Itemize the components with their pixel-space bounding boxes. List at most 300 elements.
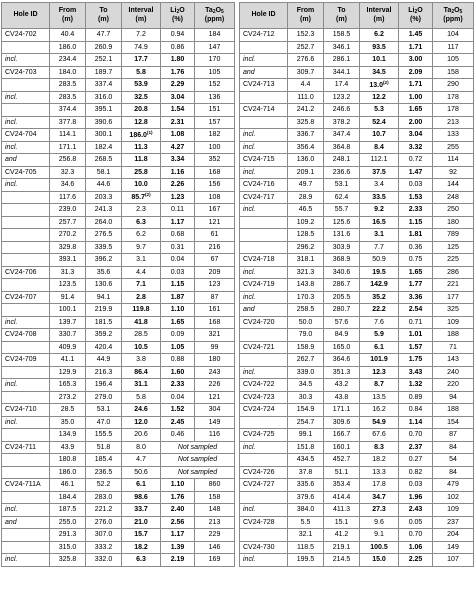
ta2o5-cell: 290: [433, 79, 474, 92]
table-row: [240, 366, 474, 379]
interval-cell: 41.8: [122, 316, 161, 329]
ta2o5-cell: 121: [195, 391, 235, 404]
table-row: [2, 141, 235, 154]
ta2o5-cell: 108: [195, 191, 235, 204]
from-cell: 32.3: [50, 166, 86, 179]
from-cell: 339.0: [288, 366, 324, 379]
li2o-cell: 0.09: [161, 329, 195, 342]
interval-cell: 7.6: [360, 316, 399, 329]
ta2o5-cell: 156: [195, 179, 235, 192]
from-cell: 37.8: [288, 466, 324, 479]
to-cell: 15.1: [324, 516, 360, 529]
table-row: [2, 41, 235, 54]
li2o-cell: 0.03: [161, 266, 195, 279]
from-cell: 158.9: [288, 341, 324, 354]
ta2o5-cell: 169: [195, 554, 235, 567]
ta2o5-cell: 177: [433, 291, 474, 304]
to-cell: 268.5: [86, 154, 122, 167]
table-row: [2, 529, 235, 542]
hole-id-cell: and: [2, 154, 50, 167]
from-cell: 329.8: [50, 241, 86, 254]
table-row: [2, 54, 235, 67]
to-cell: 166.7: [324, 429, 360, 442]
interval-cell: 112.1: [360, 154, 399, 167]
table-row: [240, 166, 474, 179]
from-cell: 270.2: [50, 229, 86, 242]
to-cell: 286.7: [324, 279, 360, 292]
li2o-cell: 2.31: [161, 116, 195, 129]
interval-cell: 100.5: [360, 541, 399, 554]
li2o-cell: 4.27: [161, 141, 195, 154]
to-cell: 337.4: [86, 79, 122, 92]
interval-cell: 5.8: [122, 66, 161, 79]
interval-cell: 18.2: [360, 454, 399, 467]
hole-id-cell: incl.: [240, 54, 288, 67]
ta2o5-cell: 100: [195, 141, 235, 154]
header-interval: Interval (m): [360, 3, 399, 29]
ta2o5-cell: 149: [195, 416, 235, 429]
table-row: [2, 166, 235, 179]
from-cell: 256.8: [50, 154, 86, 167]
ta2o5-cell: 221: [433, 279, 474, 292]
hole-id-cell: CV24-715: [240, 154, 288, 167]
to-cell: 396.2: [86, 254, 122, 267]
hole-id-cell: CV24-707: [2, 291, 50, 304]
ta2o5-cell: 182: [195, 129, 235, 142]
table-row: [240, 229, 474, 242]
from-cell: 99.1: [288, 429, 324, 442]
ta2o5-cell: 255: [433, 141, 474, 154]
ta2o5-cell: 204: [433, 529, 474, 542]
table-row: [2, 329, 235, 342]
from-cell: 118.5: [288, 541, 324, 554]
ta2o5-cell: 105: [195, 66, 235, 79]
li2o-cell: 1.81: [399, 229, 433, 242]
li2o-cell: 1.23: [161, 191, 195, 204]
li2o-cell: 1.53: [399, 191, 433, 204]
interval-cell: 6.2: [360, 29, 399, 42]
li2o-cell: 1.75: [399, 354, 433, 367]
to-cell: 125.6: [324, 216, 360, 229]
li2o-cell: 0.72: [399, 154, 433, 167]
li2o-cell: 2.25: [399, 554, 433, 567]
interval-cell: 52.4: [360, 116, 399, 129]
to-cell: 52.2: [86, 479, 122, 492]
not-sampled-cell: Not sampled: [161, 441, 235, 454]
ta2o5-cell: 143: [433, 354, 474, 367]
hole-id-cell: CV24-708: [2, 329, 50, 342]
to-cell: 395.1: [86, 104, 122, 117]
hole-id-cell: [240, 491, 288, 504]
ta2o5-cell: 184: [195, 29, 235, 42]
interval-cell: 21.0: [122, 516, 161, 529]
hole-id-cell: [2, 341, 50, 354]
hole-id-cell: [2, 304, 50, 317]
ta2o5-cell: 99: [195, 341, 235, 354]
interval-cell: 9.1: [360, 529, 399, 542]
interval-cell: 34.5: [360, 66, 399, 79]
ta2o5-cell: 114: [433, 154, 474, 167]
interval-cell: 12.3: [360, 366, 399, 379]
hole-id-cell: incl.: [240, 166, 288, 179]
li2o-cell: 2.29: [161, 79, 195, 92]
li2o-cell: 2.43: [399, 504, 433, 517]
ta2o5-cell: 352: [195, 154, 235, 167]
from-cell: 165.3: [50, 379, 86, 392]
interval-cell: 7.7: [360, 241, 399, 254]
from-cell: 91.4: [50, 291, 86, 304]
from-cell: 79.0: [288, 329, 324, 342]
table-row: [2, 541, 235, 554]
hole-id-cell: incl.: [2, 316, 50, 329]
ta2o5-cell: 71: [433, 341, 474, 354]
hole-id-cell: CV24-720: [240, 316, 288, 329]
to-cell: 214.5: [324, 554, 360, 567]
hole-id-cell: [2, 229, 50, 242]
from-cell: 34.5: [288, 379, 324, 392]
to-cell: 84.9: [324, 329, 360, 342]
hole-id-cell: incl.: [2, 554, 50, 567]
hole-id-cell: CV24-726: [240, 466, 288, 479]
hole-id-cell: CV24-716: [240, 179, 288, 192]
hole-id-cell: incl.: [2, 54, 50, 67]
hole-id-cell: [2, 391, 50, 404]
to-cell: 155.5: [86, 429, 122, 442]
ta2o5-cell: 304: [195, 404, 235, 417]
to-cell: 347.4: [324, 129, 360, 142]
drill-results-table-left: [1, 2, 235, 567]
interval-cell: 28.5: [122, 329, 161, 342]
table-row: [240, 529, 474, 542]
li2o-cell: 0.04: [161, 391, 195, 404]
interval-cell: 119.8: [122, 304, 161, 317]
to-cell: 53.1: [324, 179, 360, 192]
to-cell: 332.0: [86, 554, 122, 567]
to-cell: 94.1: [86, 291, 122, 304]
ta2o5-cell: 133: [433, 129, 474, 142]
from-cell: 30.3: [288, 391, 324, 404]
hole-id-cell: CV24-710: [2, 404, 50, 417]
ta2o5-cell: 67: [195, 254, 235, 267]
li2o-cell: 2.33: [161, 379, 195, 392]
interval-cell: 6.3: [122, 216, 161, 229]
li2o-cell: 1.71: [399, 79, 433, 92]
interval-cell: 13.0$^{(2)}$: [360, 79, 399, 92]
header-ta2o5: $Ta_2O_5$ (ppm): [433, 3, 474, 29]
from-cell: 5.5: [288, 516, 324, 529]
ta2o5-cell: 102: [433, 491, 474, 504]
interval-cell: 12.8: [122, 116, 161, 129]
interval-cell: 101.9: [360, 354, 399, 367]
from-cell: 335.6: [288, 479, 324, 492]
li2o-cell: 0.82: [399, 466, 433, 479]
ta2o5-cell: 860: [195, 479, 235, 492]
table-row: [240, 279, 474, 292]
table-row: [2, 229, 235, 242]
to-cell: 283.0: [86, 491, 122, 504]
hole-id-cell: CV24-730: [240, 541, 288, 554]
li2o-cell: 0.70: [399, 429, 433, 442]
li2o-cell: 0.03: [399, 179, 433, 192]
to-cell: 216.3: [86, 366, 122, 379]
from-cell: 283.5: [50, 91, 86, 104]
hole-id-cell: CV24-721: [240, 341, 288, 354]
table-row: [2, 304, 235, 317]
li2o-cell: 1.39: [161, 541, 195, 554]
table-row: [2, 516, 235, 529]
header-li2o: $Li_2O$ (%): [399, 3, 433, 29]
to-cell: 280.7: [324, 304, 360, 317]
to-cell: 130.6: [86, 279, 122, 292]
from-cell: 356.4: [288, 141, 324, 154]
hole-id-cell: [2, 216, 50, 229]
from-cell: 136.0: [288, 154, 324, 167]
ta2o5-cell: 243: [195, 366, 235, 379]
interval-cell: 54.9: [360, 416, 399, 429]
table-row: [240, 204, 474, 217]
ta2o5-cell: 147: [195, 41, 235, 54]
to-cell: 264.0: [86, 216, 122, 229]
table-row: [2, 104, 235, 117]
header-ta2o5: $Ta_2O_5$ (ppm): [195, 3, 235, 29]
ta2o5-cell: 321: [195, 329, 235, 342]
table-row: [240, 391, 474, 404]
interval-cell: 33.5: [360, 191, 399, 204]
from-cell: 49.7: [288, 179, 324, 192]
interval-cell: 9.2: [360, 204, 399, 217]
from-cell: 123.5: [50, 279, 86, 292]
table-row: [240, 416, 474, 429]
interval-cell: 25.8: [122, 166, 161, 179]
table-row: [240, 404, 474, 417]
hole-id-cell: CV24-709: [2, 354, 50, 367]
to-cell: 53.1: [86, 404, 122, 417]
ta2o5-cell: 109: [433, 504, 474, 517]
table-row: [240, 266, 474, 279]
from-cell: 254.7: [288, 416, 324, 429]
header-to: To (m): [86, 3, 122, 29]
li2o-cell: 1.77: [399, 279, 433, 292]
table-row: [240, 491, 474, 504]
interval-cell: 10.7: [360, 129, 399, 142]
interval-cell: 8.4: [360, 141, 399, 154]
to-cell: 58.1: [86, 166, 122, 179]
to-cell: 51.8: [86, 441, 122, 454]
hole-id-cell: [2, 254, 50, 267]
table-row: [2, 429, 235, 442]
hole-id-cell: CV24-725: [240, 429, 288, 442]
table-row: [240, 454, 474, 467]
ta2o5-cell: 105: [433, 54, 474, 67]
table-row: [240, 479, 474, 492]
interval-cell: 6.2: [122, 229, 161, 242]
to-cell: 339.5: [86, 241, 122, 254]
ta2o5-cell: 789: [433, 229, 474, 242]
li2o-cell: 3.04: [399, 129, 433, 142]
from-cell: 4.4: [288, 79, 324, 92]
li2o-cell: 1.54: [161, 104, 195, 117]
interval-cell: 22.2: [360, 304, 399, 317]
li2o-cell: 1.65: [161, 316, 195, 329]
ta2o5-cell: 84: [433, 441, 474, 454]
li2o-cell: 2.09: [399, 66, 433, 79]
li2o-cell: 1.16: [161, 166, 195, 179]
hole-id-cell: incl.: [240, 441, 288, 454]
table-row: [240, 179, 474, 192]
hole-id-cell: and: [240, 66, 288, 79]
table-row: [2, 479, 235, 492]
to-cell: 43.8: [324, 391, 360, 404]
interval-cell: 8.0: [122, 441, 161, 454]
ta2o5-cell: 123: [195, 279, 235, 292]
hole-id-cell: CV24-702: [2, 29, 50, 42]
hole-id-cell: [2, 241, 50, 254]
to-cell: 196.4: [86, 379, 122, 392]
li2o-cell: 1.06: [399, 541, 433, 554]
ta2o5-cell: 250: [433, 204, 474, 217]
li2o-cell: 1.05: [161, 341, 195, 354]
table-row: [240, 379, 474, 392]
from-cell: 384.0: [288, 504, 324, 517]
to-cell: 452.7: [324, 454, 360, 467]
li2o-cell: 2.54: [399, 304, 433, 317]
interval-cell: 31.1: [122, 379, 161, 392]
hole-id-cell: CV24-704: [2, 129, 50, 142]
hole-id-cell: [240, 241, 288, 254]
table-row: [240, 554, 474, 567]
interval-cell: 17.8: [360, 479, 399, 492]
hole-id-cell: incl.: [2, 504, 50, 517]
hole-id-cell: incl.: [240, 291, 288, 304]
to-cell: 236.6: [324, 166, 360, 179]
ta2o5-cell: 87: [433, 429, 474, 442]
from-cell: 46.5: [288, 204, 324, 217]
header-hole-id: Hole ID: [240, 3, 288, 29]
hole-id-cell: [2, 204, 50, 217]
ta2o5-cell: 180: [433, 216, 474, 229]
from-cell: 151.8: [288, 441, 324, 454]
li2o-cell: 3.36: [399, 291, 433, 304]
ta2o5-cell: 188: [433, 329, 474, 342]
interval-cell: 10.1: [360, 54, 399, 67]
li2o-cell: 1.76: [161, 66, 195, 79]
li2o-cell: 1.10: [161, 479, 195, 492]
hole-id-cell: [240, 329, 288, 342]
hole-id-cell: [2, 491, 50, 504]
table-row: [240, 54, 474, 67]
li2o-cell: 0.94: [161, 29, 195, 42]
li2o-cell: 1.10: [161, 304, 195, 317]
hole-id-cell: incl.: [240, 141, 288, 154]
to-cell: 47.0: [86, 416, 122, 429]
ta2o5-cell: 167: [195, 204, 235, 217]
ta2o5-cell: 136: [195, 91, 235, 104]
hole-id-cell: incl.: [240, 266, 288, 279]
table-row: [2, 241, 235, 254]
interval-cell: 37.5: [360, 166, 399, 179]
li2o-cell: 0.27: [399, 454, 433, 467]
from-cell: 377.8: [50, 116, 86, 129]
to-cell: 246.6: [324, 104, 360, 117]
to-cell: 276.5: [86, 229, 122, 242]
interval-cell: 34.7: [360, 491, 399, 504]
hole-id-cell: CV24-713: [240, 79, 288, 92]
interval-cell: 186.0$^{(1)}$: [122, 129, 161, 142]
hole-id-cell: CV24-728: [240, 516, 288, 529]
ta2o5-cell: 92: [433, 166, 474, 179]
li2o-cell: 1.08: [161, 129, 195, 142]
li2o-cell: 1.71: [399, 41, 433, 54]
li2o-cell: 2.19: [161, 554, 195, 567]
hole-id-cell: CV24-711A: [2, 479, 50, 492]
to-cell: 41.2: [324, 529, 360, 542]
hole-id-cell: [240, 229, 288, 242]
hole-id-cell: incl.: [240, 554, 288, 567]
hole-id-cell: CV24-714: [240, 104, 288, 117]
table-row: [2, 266, 235, 279]
from-cell: 186.0: [50, 466, 86, 479]
from-cell: 100.1: [50, 304, 86, 317]
li2o-cell: 1.80: [161, 54, 195, 67]
to-cell: 316.0: [86, 91, 122, 104]
hole-id-cell: CV24-727: [240, 479, 288, 492]
header-interval: Interval (m): [122, 3, 161, 29]
to-cell: 279.0: [86, 391, 122, 404]
table-row: [2, 254, 235, 267]
to-cell: 62.4: [324, 191, 360, 204]
hole-id-cell: CV24-703: [2, 66, 50, 79]
to-cell: 57.6: [324, 316, 360, 329]
to-cell: 286.1: [324, 54, 360, 67]
ta2o5-cell: 154: [433, 416, 474, 429]
table-row: [2, 366, 235, 379]
ta2o5-cell: 107: [433, 554, 474, 567]
to-cell: 414.4: [324, 491, 360, 504]
hole-id-cell: incl.: [2, 91, 50, 104]
hole-id-cell: [2, 541, 50, 554]
from-cell: 336.7: [288, 129, 324, 142]
interval-cell: 6.1: [122, 479, 161, 492]
from-cell: 255.0: [50, 516, 86, 529]
li2o-cell: 2.40: [161, 504, 195, 517]
ta2o5-cell: 237: [433, 516, 474, 529]
to-cell: 346.1: [324, 41, 360, 54]
interval-cell: 4.4: [122, 266, 161, 279]
from-cell: 50.0: [288, 316, 324, 329]
ta2o5-cell: 168: [195, 316, 235, 329]
table-row: [2, 416, 235, 429]
from-cell: 117.6: [50, 191, 86, 204]
to-cell: 364.8: [324, 141, 360, 154]
table-header: [2, 3, 235, 29]
table-row: [240, 66, 474, 79]
from-cell: 128.5: [288, 229, 324, 242]
ta2o5-cell: 116: [195, 429, 235, 442]
hole-id-cell: CV24-705: [2, 166, 50, 179]
interval-cell: 11.3: [122, 141, 161, 154]
li2o-cell: 1.65: [399, 104, 433, 117]
hole-id-cell: CV24-711: [2, 441, 50, 454]
from-cell: 291.3: [50, 529, 86, 542]
interval-cell: 7.1: [122, 279, 161, 292]
interval-cell: 4.7: [122, 454, 161, 467]
table-row: [2, 66, 235, 79]
hole-id-cell: incl.: [2, 379, 50, 392]
to-cell: 248.1: [324, 154, 360, 167]
table-row: [240, 216, 474, 229]
table-header: [240, 3, 474, 29]
hole-id-cell: [240, 354, 288, 367]
